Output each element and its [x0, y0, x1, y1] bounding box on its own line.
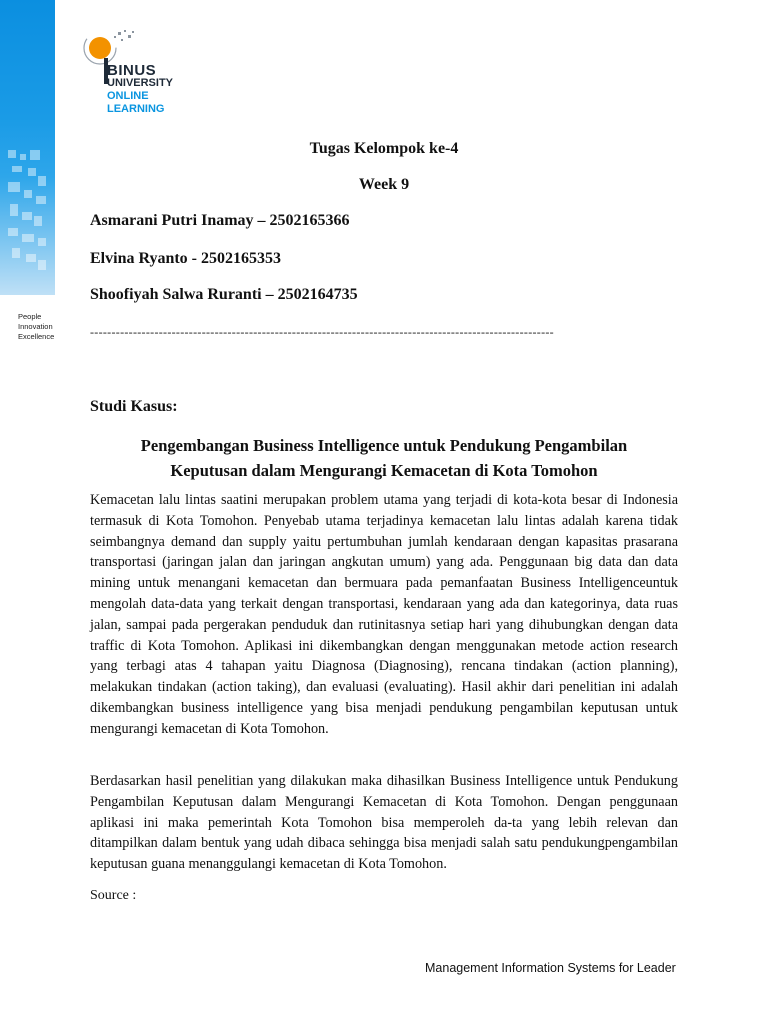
page-footer: Management Information Systems for Leader — [425, 961, 676, 975]
case-title: Pengembangan Business Intelligence untuk Pendukung Pengambilan Keputusan dalam Mengurangi Kemacetan di Kota Tomohon — [140, 436, 628, 480]
author-1: Asmarani Putri Inamay – 2502165366 — [90, 212, 350, 229]
paragraph-1: Kemacetan lalu lintas saatini merupakan problem utama yang terjadi di kota-kota besar di Indonesia termasuk di Kota Tomohon. Penyebab utama terjadinya kemacetan lalu lintas adalah karena tidak seimbangnya demand dan supply yaitu pertumbuhan jumlah kendaraan dengan kapasitas prasarana transportasi (jaringan jalan dan jaringan angkutan umum) yang ada. Penggunaan big data dan data mining untuk menangani kemacetan dan bermuara pada pemanfaatan Business Intelligenceuntuk mengolah data-data yang terkait dengan transportasi, kendaraan yang ada dan kategorinya, data ruas jalan, sampai pada pergerakan penduduk dan rutinitasnya setiap hari yang dihubungkan dengan data traffic di Kota Tomohon. Aplikasi ini dikembangkan dengan menggunakan metode action research yang terbagi atas 4 tahapan yaitu Diagnosa (Diagnosing), rencana tindakan (action planning), melakukan tindakan (action taking), dan evaluasi (evaluating). Hasil akhir dari penelitian ini adalah dikembangkan business intelligence yang bisa menjadi pendukung pengambilan keputusan untuk mengurangi kemacetan di Kota Tomohon. — [90, 492, 678, 737]
assignment-title: Tugas Kelompok ke-4 — [309, 140, 459, 157]
divider-line: ------------------------------------------------------------------------------------------------------------ — [90, 325, 554, 339]
author-2: Elvina Ryanto - 2502165353 — [90, 250, 282, 267]
brand-tagline: People Innovation Excellence — [18, 312, 55, 341]
case-heading: Studi Kasus: — [90, 398, 178, 415]
sidebar-pattern — [8, 150, 48, 280]
author-3: Shoofiyah Salwa Ruranti – 2502164735 — [90, 286, 358, 303]
paragraph-2: Berdasarkan hasil penelitian yang dilakukan maka dihasilkan Business Intelligence untuk Pendukung Pengambilan Keputusan dalam Mengurangi Kemacetan di Kota Tomohon. Dengan penggunaan aplikasi ini maka pemerintah Kota Tomohon bisa memperoleh da-ta yang lebih relevan dan ditampilkan dalam bentuk yang udah dibaca sehingga bisa menjadi salah satu pendukungpengambilan keputusan guana menanggulangi kemacetan di Kota Tomohon. — [90, 773, 678, 873]
brand-wordmark: BINUS UNIVERSITY ONLINE LEARNING — [107, 62, 174, 115]
week-label: Week 9 — [358, 176, 410, 193]
source-label: Source : — [90, 888, 137, 903]
